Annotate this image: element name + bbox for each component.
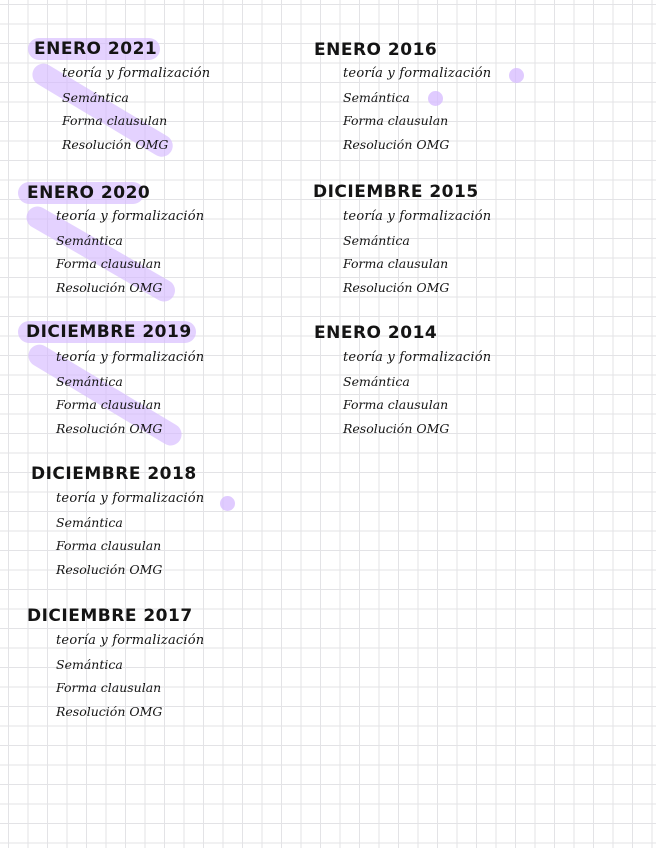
topic-item: Forma clausulan: [62, 113, 168, 128]
topic-item: Semántica: [56, 514, 123, 530]
topic-item: Forma clausulan: [343, 256, 449, 271]
topic-item: Resolución OMG: [56, 561, 163, 577]
topic-item: Semántica: [62, 89, 129, 105]
topic-item: Resolución OMG: [62, 136, 169, 152]
topic-item: Semántica: [56, 373, 123, 389]
topic-list: [343, 348, 491, 442]
topic-list: [62, 64, 210, 158]
highlight-dot-2016-a: [509, 68, 524, 83]
topic-list: [343, 207, 491, 301]
topic-item: Forma clausulan: [56, 538, 162, 553]
exam-heading: DICIEMBRE 2018: [31, 464, 197, 484]
highlight-dot-2018: [220, 496, 235, 511]
topic-item: teoría y formalización: [343, 209, 492, 224]
topic-item: Resolución OMG: [56, 420, 163, 436]
topic-item: Forma clausulan: [343, 397, 449, 412]
exam-heading: ENERO 2021: [34, 39, 158, 59]
topic-item: Semántica: [343, 232, 410, 248]
topic-item: Forma clausulan: [343, 113, 449, 128]
exam-heading: ENERO 2014: [314, 323, 438, 343]
topic-item: Semántica: [343, 373, 410, 389]
topic-item: Resolución OMG: [56, 703, 163, 719]
topic-item: Forma clausulan: [56, 397, 162, 412]
exam-heading: ENERO 2020: [27, 183, 151, 203]
topic-item: Resolución OMG: [343, 136, 450, 152]
exam-heading: ENERO 2016: [314, 40, 438, 60]
topic-item: teoría y formalización: [62, 66, 211, 81]
topic-list: [56, 207, 204, 301]
topic-list: [56, 489, 204, 583]
topic-item: Semántica: [56, 656, 123, 672]
topic-item: Resolución OMG: [343, 420, 450, 436]
topic-item: Resolución OMG: [56, 279, 163, 295]
topic-item: Semántica: [56, 232, 123, 248]
exam-heading: DICIEMBRE 2017: [27, 606, 193, 626]
topic-item: teoría y formalización: [343, 66, 492, 81]
topic-item: teoría y formalización: [343, 350, 492, 365]
topic-item: teoría y formalización: [56, 209, 205, 224]
topic-list: [343, 64, 491, 158]
topic-list: [56, 631, 204, 725]
topic-list: [56, 348, 204, 442]
topic-item: Forma clausulan: [56, 256, 162, 271]
topic-item: teoría y formalización: [56, 633, 205, 648]
topic-item: Forma clausulan: [56, 680, 162, 695]
exam-heading: DICIEMBRE 2019: [26, 322, 192, 342]
topic-item: teoría y formalización: [56, 491, 205, 506]
topic-item: teoría y formalización: [56, 350, 205, 365]
exam-heading: DICIEMBRE 2015: [313, 182, 479, 202]
topic-item: Semántica: [343, 89, 410, 105]
topic-item: Resolución OMG: [343, 279, 450, 295]
